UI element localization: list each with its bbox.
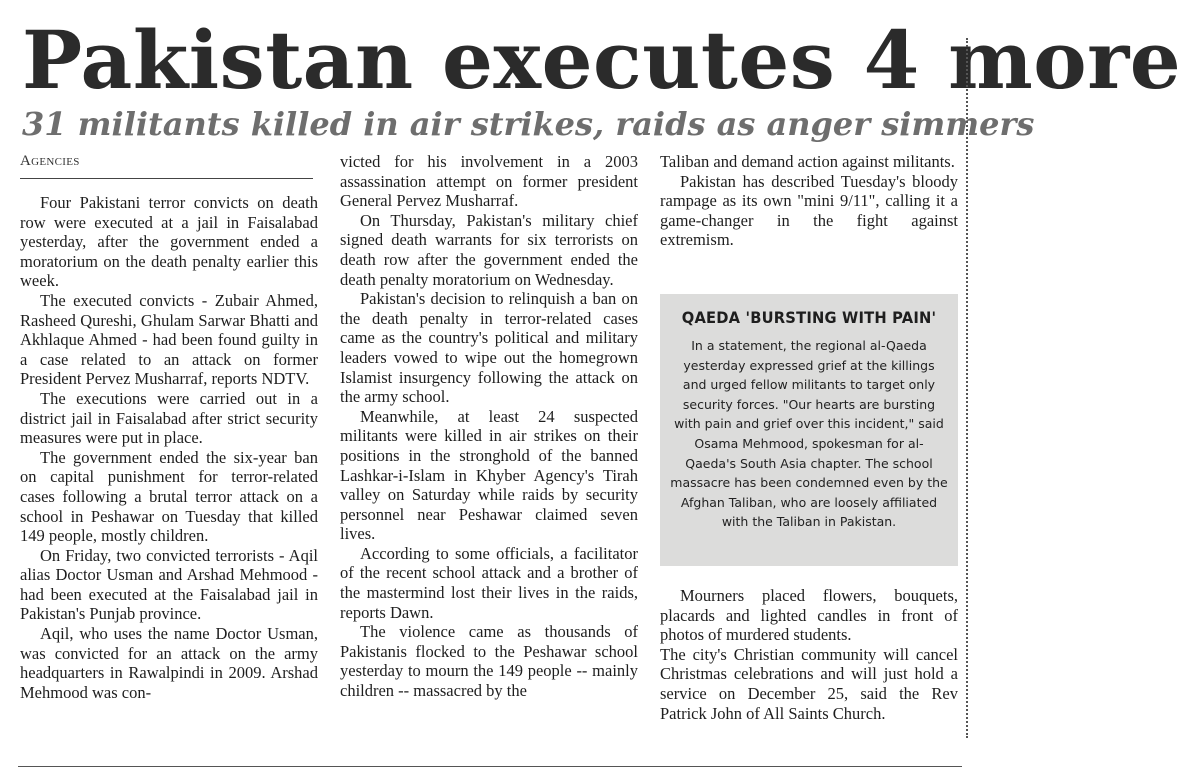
paragraph: According to some officials, a facilitator of the recent school attack and a brother of the mastermind lost their lives in the raids, reports Dawn. [340, 543, 638, 622]
paragraph: victed for his involvement in a 2003 assassination attempt on former president General Pervez Musharraf. [340, 152, 638, 211]
paragraph: The government ended the six-year ban on capital punishment for terror-related cases following a brutal terror attack on a school in Peshawar on Tuesday that killed 149 people, mostly children. [20, 447, 318, 546]
column-1 [20, 193, 318, 702]
paragraph: The executions were carried out in a district jail in Faisalabad after strict security measures were put in place. [20, 388, 318, 448]
paragraph: The city's Christian community will cancel Christmas celebrations and will just hold a service on December 25, said the Rev Patrick John of All Saints Church. [660, 644, 958, 723]
sidebar-box [660, 294, 958, 566]
paragraph: Pakistan's decision to relinquish a ban on the death penalty in terror-related cases came as the country's political and military leaders vowed to wipe out the homegrown Islamist insurgency following the attack on the army school. [340, 289, 638, 407]
paragraph: On Friday, two convicted terrorists - Aqil alias Doctor Usman and Arshad Mehmood - had been executed at the Faisalabad jail in Pakistan's Punjab province. [20, 545, 318, 624]
byline: Agencies [20, 153, 313, 179]
dotted-divider [966, 38, 968, 738]
headline: Pakistan executes 4 more [22, 13, 1181, 107]
paragraph: Pakistan has described Tuesday's bloody rampage as its own "mini 9/11", calling it a game-changer in the fight against extremism. [660, 171, 958, 250]
paragraph: Taliban and demand action against militants. [660, 152, 955, 171]
bottom-divider [18, 766, 962, 767]
paragraph: The violence came as thousands of Pakistanis flocked to the Peshawar school yesterday to mourn the 149 people -- mainly children -- massacred by the [340, 622, 638, 701]
column-3-bottom [660, 586, 958, 723]
sidebar-title: QAEDA 'BURSTING WITH PAIN' [681, 308, 937, 327]
paragraph: Mourners placed flowers, bouquets, placards and lighted candles in front of photos of murdered students. [660, 586, 958, 645]
paragraph: Four Pakistani terror convicts on death row were executed at a jail in Faisalabad yesterday, after the government ended a moratorium on the death penalty earlier this week. [20, 193, 318, 291]
paragraph: On Thursday, Pakistan's military chief signed death warrants for six terrorists on death row after the government ended the death penalty moratorium on Wednesday. [340, 210, 638, 289]
column-2 [340, 152, 638, 701]
column-3-top [660, 152, 958, 250]
sidebar-body: In a statement, the regional al-Qaeda yesterday expressed grief at the killings and urged fellow militants to target only security forces. "Our hearts are bursting with pain and grief over this incident," said Osama Mehmood, spokesman for al-Qaeda's South Asia chapter. The school massacre has been condemned even by the Afghan Taliban, who are loosely affiliated with the Taliban in Pakistan. [670, 338, 948, 530]
paragraph: Aqil, who uses the name Doctor Usman, was convicted for an attack on the army headquarters in Rawalpindi in 2009. Arshad Mehmood was con- [20, 624, 318, 702]
paragraph: The executed convicts - Zubair Ahmed, Rasheed Qureshi, Ghulam Sarwar Bhatti and Akhlaque Ahmed - had been found guilty in a case related to an attack on former President Pervez Musharraf, reports NDTV. [20, 290, 318, 389]
subheadline: 31 militants killed in air strikes, raids as anger simmers [22, 105, 1035, 143]
paragraph: Meanwhile, at least 24 suspected militants were killed in air strikes on their positions in the stronghold of the banned Lashkar-i-Islam in Khyber Agency's Tirah valley on Saturday while raids by security personnel near Peshawar claimed seven lives. [340, 406, 638, 544]
